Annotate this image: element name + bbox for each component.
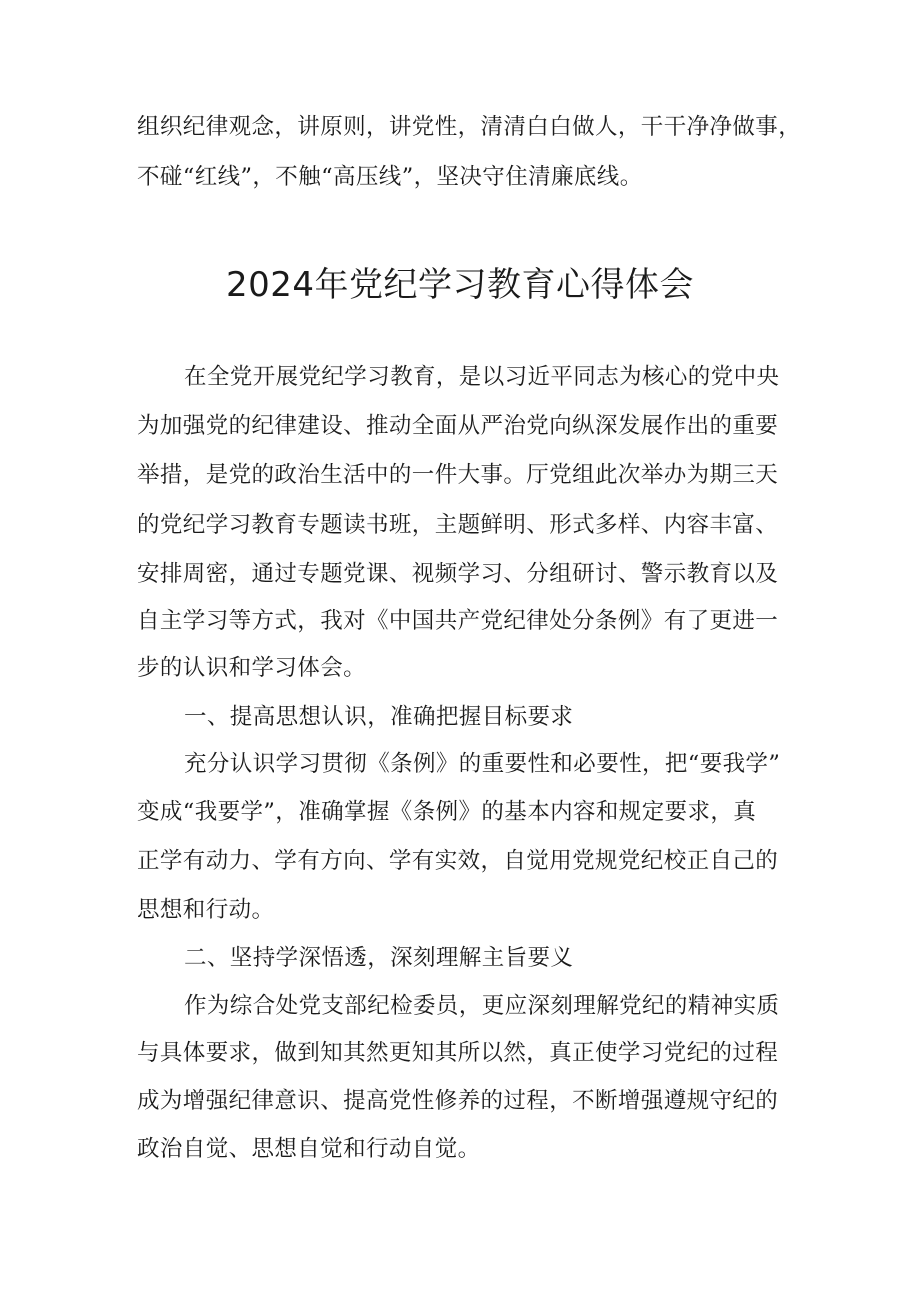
section-2-paragraph-line: 成为增强纪律意识、提高党性修养的过程，不断增强遵规守纪的: [137, 1088, 779, 1114]
intro-paragraph-line: 为加强党的纪律建设、推动全面从严治党向纵深发展作出的重要: [137, 413, 779, 439]
document-title: 2024年党纪学习教育心得体会: [225, 265, 695, 305]
intro-paragraph-line: 步的认识和学习体会。: [137, 655, 367, 681]
intro-paragraph-line: 自主学习等方式，我对《中国共产党纪律处分条例》有了更进一: [137, 608, 779, 634]
intro-paragraph-line: 安排周密，通过专题党课、视频学习、分组研讨、警示教育以及: [137, 561, 779, 587]
section-1-heading: 一、提高思想认识，准确把握目标要求: [184, 704, 574, 730]
top-paragraph-line: 组织纪律观念，讲原则，讲党性，清清白白做人，干干净净做事，: [137, 114, 802, 140]
section-2-paragraph-line: 与具体要求，做到知其然更知其所以然，真正使学习党纪的过程: [137, 1040, 779, 1066]
section-1-paragraph-line: 充分认识学习贯彻《条例》的重要性和必要性，把“要我学”: [184, 751, 781, 777]
section-2-heading: 二、坚持学深悟透，深刻理解主旨要义: [184, 945, 574, 971]
section-2-paragraph-line: 作为综合处党支部纪检委员，更应深刻理解党纪的精神实质: [184, 993, 780, 1019]
intro-paragraph-line: 的党纪学习教育专题读书班，主题鲜明、形式多样、内容丰富、: [137, 512, 779, 538]
section-1-paragraph-line: 正学有动力、学有方向、学有实效，自觉用党规党纪校正自己的: [137, 848, 779, 874]
intro-paragraph-line: 举措，是党的政治生活中的一件大事。厅党组此次举办为期三天: [137, 462, 779, 488]
section-1-paragraph-line: 思想和行动。: [137, 897, 275, 923]
intro-paragraph-line: 在全党开展党纪学习教育，是以习近平同志为核心的党中央: [184, 364, 780, 390]
section-1-paragraph-line: 变成“我要学”，准确掌握《条例》的基本内容和规定要求，真: [137, 799, 757, 825]
top-paragraph-line: 不碰“红线”，不触“高压线”，坚决守住清廉底线。: [137, 164, 643, 190]
section-2-paragraph-line: 政治自觉、思想自觉和行动自觉。: [137, 1136, 481, 1162]
